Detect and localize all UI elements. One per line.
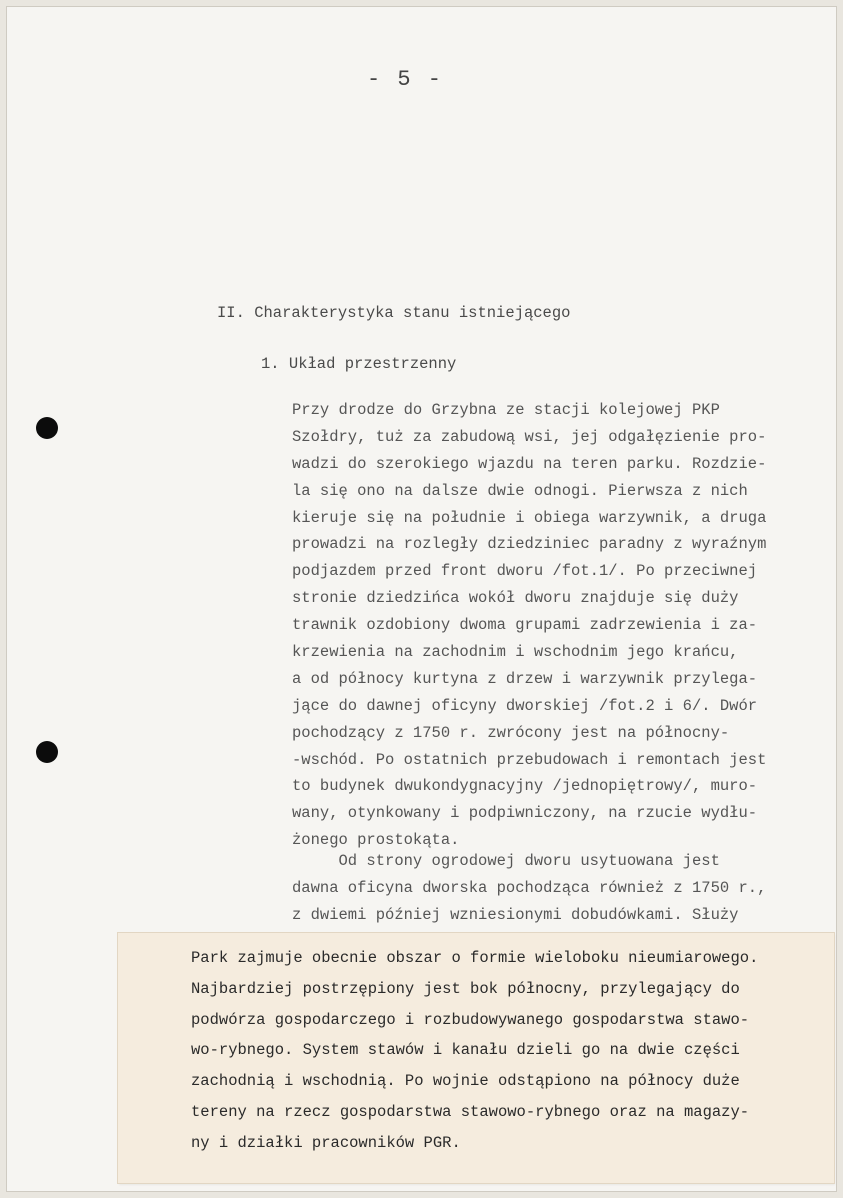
text-line: to budynek dwukondygnacyjny /jednopiętrowy/, muro- <box>292 777 758 796</box>
text-line: wany, otynkowany i podpiwniczony, na rzucie wydłu- <box>292 804 758 823</box>
text-line: trawnik ozdobiony dwoma grupami zadrzewienia i za- <box>292 616 758 635</box>
text-line: tereny na rzecz gospodarstwa stawowo-rybnego oraz na magazy- <box>191 1102 750 1121</box>
text-line: la się ono na dalsze dwie odnogi. Pierwsza z nich <box>292 481 748 500</box>
text-line: Przy drodze do Grzybna ze stacji kolejowej PKP <box>292 401 720 419</box>
text-line: wadzi do szerokiego wjazdu na teren parku. Rozdzie- <box>292 454 767 473</box>
text-line: pochodzący z 1750 r. zwrócony jest na północny- <box>292 723 730 742</box>
text-line: Najbardziej postrzępiony jest bok północny, przylegający do <box>191 979 740 998</box>
punch-hole-upper <box>36 417 58 439</box>
text-line: ny i działki pracowników PGR. <box>191 1133 461 1152</box>
text-line: dawna oficyna dworska pochodząca również z 1750 r., <box>292 878 767 897</box>
text-line: żonego prostokąta. <box>292 831 460 850</box>
paragraph-1 <box>292 397 766 854</box>
pasted-paper-slip <box>118 933 834 1183</box>
text-line: zachodnią i wschodnią. Po wojnie odstąpiono na północy duże <box>191 1072 740 1091</box>
text-line: kieruje się na południe i obiega warzywnik, a druga <box>292 508 767 527</box>
text-line: a od północy kurtyna z drzew i warzywnik przylega- <box>292 669 758 688</box>
text-line: prowadzi na rozległy dziedziniec paradny z wyraźnym <box>292 535 767 554</box>
page-number: - 5 - <box>367 67 444 92</box>
text-line: jące do dawnej oficyny dworskiej /fot.2 i 6/. Dwór <box>292 696 758 715</box>
text-line: Od strony ogrodowej dworu usytuowana jest <box>292 852 720 870</box>
section-heading: II. Charakterystyka stanu istniejącego <box>217 304 571 322</box>
punch-hole-lower <box>36 741 58 763</box>
text-line: podwórza gospodarczego i rozbudowywanego gospodarstwa stawo- <box>191 1010 750 1029</box>
text-line: -wschód. Po ostatnich przebudowach i remontach jest <box>292 750 767 769</box>
text-line: podjazdem przed front dworu /fot.1/. Po przeciwnej <box>292 562 758 581</box>
text-line: stronie dziedzińca wokół dworu znajduje się duży <box>292 589 739 608</box>
text-line: Szołdry, tuż za zabudową wsi, jej odgałęzienie pro- <box>292 427 767 446</box>
text-line: krzewienia na zachodnim i wschodnim jego krańcu, <box>292 643 739 662</box>
slip-paragraph <box>191 943 758 1159</box>
subsection-heading: 1. Układ przestrzenny <box>261 355 457 373</box>
text-line: Park zajmuje obecnie obszar o formie wieloboku nieumiarowego. <box>191 949 759 967</box>
text-line: z dwiemi później wzniesionymi dobudówkami. Służy <box>292 905 739 924</box>
text-line: wo-rybnego. System stawów i kanału dzieli go na dwie części <box>191 1041 740 1060</box>
